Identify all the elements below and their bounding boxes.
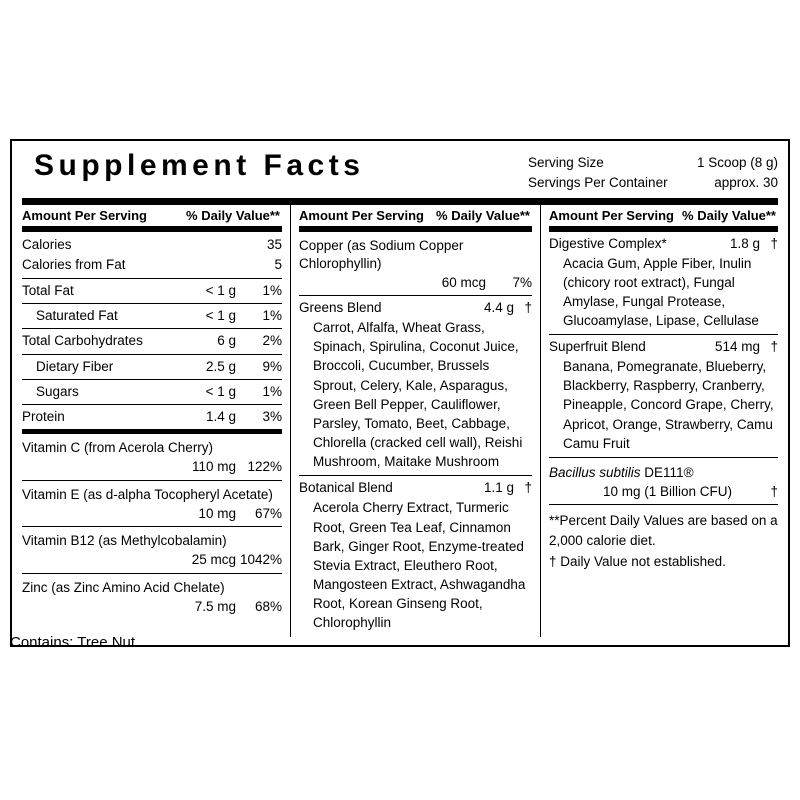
nutrient-amount: 2.5 g bbox=[205, 358, 236, 374]
nutrient-name: Total Fat bbox=[22, 282, 74, 298]
allergen-statement: Contains: Tree Nut bbox=[10, 634, 136, 651]
table-row bbox=[22, 355, 282, 380]
bacillus-strain: DE111® bbox=[640, 464, 694, 480]
panel-header bbox=[12, 141, 788, 196]
blend-name: Digestive Complex* bbox=[549, 235, 667, 251]
nutrient-name: Total Carbohydrates bbox=[22, 333, 143, 349]
nutrient-dv: 3% bbox=[262, 409, 282, 425]
superfruit-blend-block bbox=[549, 335, 778, 458]
columns-container bbox=[12, 205, 788, 645]
serving-info bbox=[528, 147, 778, 194]
nutrient-name: Protein bbox=[22, 409, 65, 425]
vitamin-b12-values bbox=[22, 551, 282, 573]
digestive-complex-ingredients: Acacia Gum, Apple Fiber, Inulin (chicory root extract), Fungal Amylase, Fungal Protease, Glucoamylase, Lipase, Cellulase bbox=[549, 253, 778, 336]
blend-name: Superfruit Blend bbox=[549, 339, 646, 355]
column-one-header bbox=[22, 205, 282, 232]
nutrient-amount: 7.5 mg bbox=[194, 598, 236, 614]
copper-block bbox=[299, 232, 532, 297]
servings-per-container-label: Servings Per Container bbox=[528, 175, 668, 191]
nutrient-dv: 7% bbox=[512, 274, 532, 290]
bacillus-name bbox=[549, 464, 778, 482]
bacillus-dv: † bbox=[770, 484, 778, 500]
nutrient-name: Sugars bbox=[36, 383, 79, 399]
blend-amount: 1.8 g bbox=[729, 235, 760, 251]
nutrient-dv: 68% bbox=[254, 598, 282, 614]
column-two-header bbox=[299, 205, 532, 232]
nutrient-dv: 9% bbox=[262, 358, 282, 374]
servings-per-container-value: approx. 30 bbox=[714, 175, 778, 191]
vitamin-e-values bbox=[22, 505, 282, 527]
digestive-complex-block bbox=[549, 232, 778, 336]
table-row bbox=[22, 232, 282, 255]
amount-per-serving-label: Amount Per Serving bbox=[299, 207, 424, 223]
nutrient-name: Calories bbox=[22, 236, 72, 252]
nutrient-dv: 5 bbox=[274, 256, 282, 272]
blend-dv: † bbox=[770, 235, 778, 251]
table-row bbox=[22, 531, 282, 551]
greens-blend-ingredients: Carrot, Alfalfa, Wheat Grass, Spinach, Spirulina, Coconut Juice, Broccoli, Cucumber, Brussels Sprout, Celery, Kale, Asparagus, Green Bell Pepper, Cauliflower, Parsley, Tomato, Beet, Cabbage, Chlorella (cracked cell wall), Reishi Mushroom, Maitake Mushroom bbox=[299, 317, 532, 476]
copper-values bbox=[299, 274, 532, 296]
vitamin-c-block bbox=[22, 434, 282, 480]
blend-dv: † bbox=[770, 339, 778, 355]
nutrient-dv: 122% bbox=[247, 459, 282, 475]
nutrient-amount: 6 g bbox=[217, 333, 236, 349]
nutrient-amount: < 1 g bbox=[205, 383, 236, 399]
nutrient-name: Vitamin E (as d-alpha Tocopheryl Acetate) bbox=[22, 486, 273, 502]
bacillus-values bbox=[549, 483, 778, 505]
daily-value-footnote: **Percent Daily Values are based on a 2,000 calorie diet. bbox=[549, 513, 778, 548]
nutrient-amount: 110 mg bbox=[191, 459, 236, 475]
table-row bbox=[22, 279, 282, 304]
serving-size-row bbox=[528, 153, 778, 173]
footnotes bbox=[549, 505, 778, 574]
serving-size-value: 1 Scoop (8 g) bbox=[696, 155, 778, 170]
column-one bbox=[22, 205, 290, 637]
nutrient-dv: 1% bbox=[262, 383, 282, 399]
nutrient-dv: 1% bbox=[262, 308, 282, 324]
page-title: Supplement Facts bbox=[34, 149, 365, 182]
zinc-block bbox=[22, 574, 282, 619]
nutrient-dv: 2% bbox=[262, 333, 282, 349]
bacillus-amount: 10 mg (1 Billion CFU) bbox=[602, 484, 732, 500]
vitamin-c-values bbox=[22, 458, 282, 480]
blend-name: Greens Blend bbox=[299, 300, 382, 316]
daily-value-label: % Daily Value** bbox=[436, 207, 530, 223]
nutrient-name: Vitamin B12 (as Methylcobalamin) bbox=[22, 533, 227, 549]
greens-blend-header bbox=[299, 296, 532, 317]
daily-value-label: % Daily Value** bbox=[186, 207, 280, 223]
table-row bbox=[22, 405, 282, 434]
serving-size-label: Serving Size bbox=[528, 155, 604, 170]
nutrient-amount: 1.4 g bbox=[205, 409, 236, 425]
nutrient-dv: 67% bbox=[254, 505, 282, 521]
vitamin-e-block bbox=[22, 481, 282, 527]
nutrient-dv: 1042% bbox=[239, 552, 282, 568]
nutrient-amount: 60 mcg bbox=[441, 274, 486, 290]
table-row bbox=[22, 304, 282, 329]
blend-name: Botanical Blend bbox=[299, 480, 393, 496]
blend-amount: 514 mg bbox=[714, 339, 760, 355]
blend-dv: † bbox=[524, 480, 532, 496]
nutrient-dv: 1% bbox=[262, 282, 282, 298]
dagger-footnote: † Daily Value not established. bbox=[549, 554, 726, 570]
greens-blend-block bbox=[299, 296, 532, 476]
table-row bbox=[22, 380, 282, 405]
table-row bbox=[549, 463, 778, 483]
servings-per-container-row bbox=[528, 173, 778, 193]
vitamin-b12-block bbox=[22, 527, 282, 573]
column-three bbox=[540, 205, 778, 637]
table-row bbox=[22, 329, 282, 354]
nutrient-name: Vitamin C (from Acerola Cherry) bbox=[22, 440, 214, 456]
nutrient-dv: 35 bbox=[266, 236, 282, 252]
column-three-header bbox=[549, 205, 778, 232]
botanical-blend-header bbox=[299, 476, 532, 497]
bacillus-block bbox=[549, 458, 778, 505]
table-row bbox=[22, 438, 282, 458]
nutrient-amount: 10 mg bbox=[198, 505, 236, 521]
amount-per-serving-label: Amount Per Serving bbox=[549, 207, 674, 223]
header-divider bbox=[22, 198, 778, 205]
daily-value-label: % Daily Value** bbox=[682, 207, 776, 223]
botanical-blend-ingredients: Acerola Cherry Extract, Turmeric Root, Green Tea Leaf, Cinnamon Bark, Ginger Root, Enzyme-treated Stevia Extract, Eleuthero Root, Mangosteen Extract, Ashwagandha Root, Korean Ginseng Root, Chlorophyllin bbox=[313, 500, 526, 631]
botanical-blend-block bbox=[299, 476, 532, 636]
table-row bbox=[22, 578, 282, 598]
amount-per-serving-label: Amount Per Serving bbox=[22, 207, 147, 223]
blend-dv: † bbox=[524, 300, 532, 316]
nutrient-name: Saturated Fat bbox=[36, 308, 118, 324]
superfruit-blend-header bbox=[549, 335, 778, 356]
nutrient-amount: 25 mcg bbox=[191, 552, 236, 568]
supplement-facts-panel bbox=[10, 139, 790, 647]
nutrient-name: Calories from Fat bbox=[22, 256, 126, 272]
nutrient-name: Zinc (as Zinc Amino Acid Chelate) bbox=[22, 579, 225, 595]
bacillus-species: Bacillus subtilis bbox=[549, 464, 641, 480]
superfruit-blend-ingredients: Banana, Pomegranate, Blueberry, Blackberry, Raspberry, Cranberry, Pineapple, Concord Grape, Cherry, Apricot, Orange, Strawberry, Camu Camu Fruit bbox=[549, 356, 778, 458]
zinc-values bbox=[22, 598, 282, 619]
nutrient-name: Copper (as Sodium Copper Chlorophyllin) bbox=[299, 237, 464, 271]
digestive-complex-header bbox=[549, 232, 778, 253]
table-row bbox=[299, 236, 532, 274]
nutrient-name: Dietary Fiber bbox=[36, 358, 114, 374]
table-row bbox=[22, 255, 282, 279]
nutrient-amount: < 1 g bbox=[205, 308, 236, 324]
nutrient-amount: < 1 g bbox=[205, 282, 236, 298]
blend-amount: 1.1 g bbox=[483, 480, 514, 496]
table-row bbox=[22, 485, 282, 505]
blend-amount: 4.4 g bbox=[483, 300, 514, 316]
column-two bbox=[290, 205, 540, 637]
